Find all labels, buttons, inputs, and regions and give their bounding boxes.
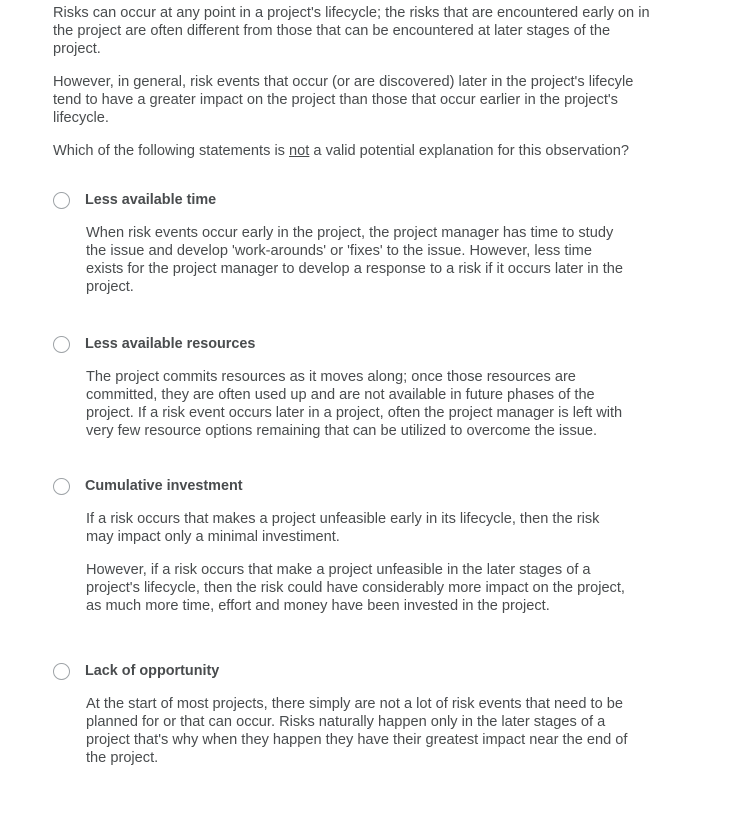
answer-option-text: If a risk occurs that makes a project unfeasible early in its lifecycle, then the risk may impact only a minimal investiment. xyxy=(86,511,600,545)
radio-button-less-available-time[interactable] xyxy=(53,192,70,209)
answer-option-less-available-resources[interactable] xyxy=(53,334,653,440)
answer-option-header[interactable] xyxy=(53,334,653,354)
answer-option-lack-of-opportunity[interactable] xyxy=(53,661,653,767)
answer-option-text: When risk events occur early in the project, the project manager has time to study the issue and develop 'work-arounds' or 'fixes' to the issue. However, less time exists for the project manager to develop a response to a risk if it occurs later in the project. xyxy=(86,225,623,295)
answer-option-less-available-time[interactable] xyxy=(53,190,653,296)
question-prompt xyxy=(53,142,653,160)
answer-option-label[interactable]: Lack of opportunity xyxy=(85,663,220,679)
question-prompt-end: a valid potential explanation for this observation? xyxy=(309,143,629,159)
answer-option-text: At the start of most projects, there simply are not a lot of risk events that need to be planned for or that can occur. Risks naturally happen only in the later stages of a project that's why when they happen they have their greatest impact near the end of the project. xyxy=(86,696,628,766)
answer-option-description xyxy=(86,695,631,767)
answer-option-header[interactable] xyxy=(53,476,653,496)
radio-button-cumulative-investment[interactable] xyxy=(53,478,70,495)
answer-option-description xyxy=(86,368,631,440)
question-prompt-start: Which of the following statements is xyxy=(53,143,290,159)
answer-option-label[interactable]: Less available time xyxy=(85,192,217,208)
answer-option-description xyxy=(86,510,631,615)
answer-option-description xyxy=(86,224,631,296)
question-context-paragraph: However, in general, risk events that occur (or are discovered) later in the project's lifecyle tend to have a greater impact on the project than those that occur earlier in the project's lifecycle. xyxy=(53,74,634,126)
answer-option-header[interactable] xyxy=(53,190,653,210)
question-prompt-emphasis: not xyxy=(289,143,310,159)
question-intro-paragraph: Risks can occur at any point in a project's lifecycle; the risks that are encountered early on in the project are often different from those that can be encountered at later stages of the project. xyxy=(53,5,650,57)
answer-option-text: The project commits resources as it moves along; once those resources are committed, they are often used up and are not available in future phases of the project. If a risk event occurs later in a project, often the project manager is left with very few resource options remaining that can be utilized to overcome the issue. xyxy=(86,369,623,439)
answer-option-cumulative-investment[interactable] xyxy=(53,476,653,615)
answer-option-label[interactable]: Cumulative investment xyxy=(85,478,243,494)
answer-option-text: However, if a risk occurs that make a project unfeasible in the later stages of a project's lifecycle, then the risk could have considerably more impact on the project, as much more time, effort and money have been invested in the project. xyxy=(86,562,625,614)
radio-button-lack-of-opportunity[interactable] xyxy=(53,663,70,680)
radio-button-less-available-resources[interactable] xyxy=(53,336,70,353)
answer-option-label[interactable]: Less available resources xyxy=(85,336,256,352)
answer-option-header[interactable] xyxy=(53,661,653,681)
